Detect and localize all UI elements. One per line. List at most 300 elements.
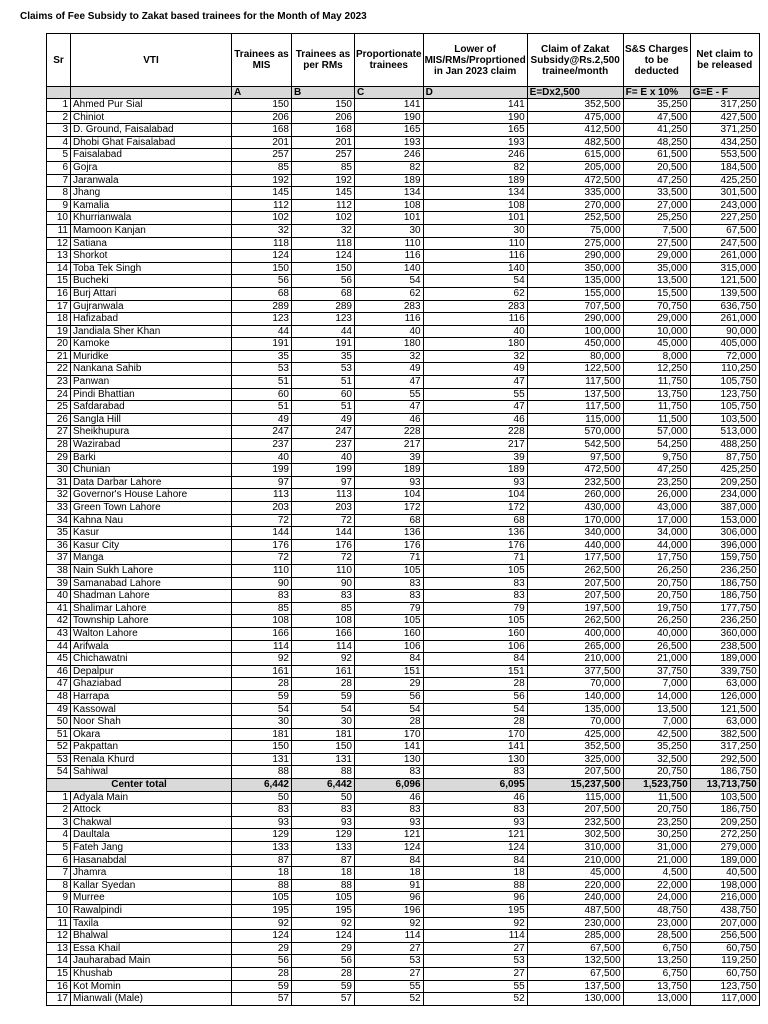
total-cell: 13,713,750	[690, 779, 759, 792]
sr-cell: 54	[47, 766, 71, 779]
value-cell: 45,000	[527, 867, 623, 880]
value-cell: 17,000	[623, 514, 690, 527]
header-trainees-rms: Trainees as per RMs	[292, 34, 355, 87]
value-cell: 7,500	[623, 224, 690, 237]
value-cell: 272,250	[690, 829, 759, 842]
value-cell: 340,000	[527, 527, 623, 540]
value-cell: 165	[423, 124, 527, 137]
value-cell: 30	[292, 716, 355, 729]
value-cell: 116	[423, 313, 527, 326]
value-cell: 55	[355, 980, 424, 993]
value-cell: 140	[355, 262, 424, 275]
vti-cell: Pakpattan	[71, 741, 232, 754]
sr-cell: 33	[47, 502, 71, 515]
value-cell: 197,500	[527, 602, 623, 615]
vti-cell: Attock	[71, 804, 232, 817]
value-cell: 83	[232, 590, 292, 603]
table-row	[47, 552, 760, 565]
sr-cell: 6	[47, 854, 71, 867]
value-cell: 161	[232, 665, 292, 678]
value-cell: 206	[292, 111, 355, 124]
vti-cell: Taxila	[71, 917, 232, 930]
sr-cell: 19	[47, 325, 71, 338]
value-cell: 44	[232, 325, 292, 338]
table-row	[47, 627, 760, 640]
value-cell: 292,500	[690, 753, 759, 766]
value-cell: 37,750	[623, 665, 690, 678]
sr-cell: 22	[47, 363, 71, 376]
value-cell: 243,000	[690, 199, 759, 212]
value-cell: 400,000	[527, 627, 623, 640]
value-cell: 283	[355, 300, 424, 313]
value-cell: 110	[232, 564, 292, 577]
claims-table	[46, 33, 760, 1006]
value-cell: 93	[355, 476, 424, 489]
vti-cell: Gujranwala	[71, 300, 232, 313]
value-cell: 472,500	[527, 464, 623, 477]
value-cell: 28	[423, 678, 527, 691]
vti-cell: Kassowal	[71, 703, 232, 716]
value-cell: 104	[423, 489, 527, 502]
value-cell: 186,750	[690, 577, 759, 590]
value-cell: 103,500	[690, 413, 759, 426]
header-claim: Claim of Zakat Subsidy@Rs.2,500 trainee/month	[527, 34, 623, 87]
value-cell: 67,500	[527, 942, 623, 955]
value-cell: 425,250	[690, 174, 759, 187]
value-cell: 335,000	[527, 187, 623, 200]
value-cell: 25,250	[623, 212, 690, 225]
value-cell: 30	[232, 716, 292, 729]
value-cell: 20,750	[623, 577, 690, 590]
value-cell: 475,000	[527, 111, 623, 124]
value-cell: 54	[292, 703, 355, 716]
value-cell: 150	[232, 99, 292, 112]
value-cell: 11,500	[623, 791, 690, 804]
value-cell: 115,000	[527, 791, 623, 804]
total-cell: 6,442	[292, 779, 355, 792]
value-cell: 177,500	[527, 552, 623, 565]
formula-cell: G=E - F	[690, 87, 759, 99]
value-cell: 92	[292, 917, 355, 930]
value-cell: 121	[355, 829, 424, 842]
table-row	[47, 136, 760, 149]
table-row	[47, 325, 760, 338]
value-cell: 209,250	[690, 816, 759, 829]
total-cell: 1,523,750	[623, 779, 690, 792]
value-cell: 190	[355, 111, 424, 124]
value-cell: 101	[355, 212, 424, 225]
vti-cell: Sangla Hill	[71, 413, 232, 426]
value-cell: 30,250	[623, 829, 690, 842]
value-cell: 193	[423, 136, 527, 149]
value-cell: 119,250	[690, 955, 759, 968]
vti-cell: Pindi Bhattian	[71, 388, 232, 401]
value-cell: 110,250	[690, 363, 759, 376]
value-cell: 220,000	[527, 879, 623, 892]
value-cell: 28	[423, 716, 527, 729]
vti-cell: Sahiwal	[71, 766, 232, 779]
value-cell: 83	[423, 766, 527, 779]
sr-cell: 17	[47, 300, 71, 313]
value-cell: 405,000	[690, 338, 759, 351]
value-cell: 29	[292, 942, 355, 955]
value-cell: 54	[423, 703, 527, 716]
value-cell: 116	[423, 250, 527, 263]
value-cell: 124	[355, 842, 424, 855]
value-cell: 83	[423, 804, 527, 817]
table-row	[47, 564, 760, 577]
value-cell: 124	[292, 250, 355, 263]
value-cell: 60	[232, 388, 292, 401]
value-cell: 201	[292, 136, 355, 149]
value-cell: 427,500	[690, 111, 759, 124]
value-cell: 26,250	[623, 615, 690, 628]
value-cell: 302,500	[527, 829, 623, 842]
value-cell: 41,250	[623, 124, 690, 137]
value-cell: 145	[292, 187, 355, 200]
value-cell: 216,000	[690, 892, 759, 905]
sr-cell: 50	[47, 716, 71, 729]
table-row	[47, 527, 760, 540]
value-cell: 70,750	[623, 300, 690, 313]
sr-cell: 46	[47, 665, 71, 678]
table-row	[47, 539, 760, 552]
value-cell: 51	[292, 401, 355, 414]
value-cell: 430,000	[527, 502, 623, 515]
value-cell: 82	[423, 161, 527, 174]
formula-cell: E=Dx2,500	[527, 87, 623, 99]
sr-cell: 45	[47, 653, 71, 666]
value-cell: 207,500	[527, 577, 623, 590]
value-cell: 189	[355, 464, 424, 477]
sr-cell: 16	[47, 980, 71, 993]
sr-cell: 5	[47, 842, 71, 855]
value-cell: 46	[355, 413, 424, 426]
value-cell: 80,000	[527, 350, 623, 363]
value-cell: 54	[355, 275, 424, 288]
value-cell: 396,000	[690, 539, 759, 552]
value-cell: 129	[292, 829, 355, 842]
table-row	[47, 363, 760, 376]
sr-cell: 31	[47, 476, 71, 489]
value-cell: 72	[232, 552, 292, 565]
value-cell: 51	[232, 376, 292, 389]
vti-cell: Chiniot	[71, 111, 232, 124]
value-cell: 35,250	[623, 99, 690, 112]
value-cell: 134	[355, 187, 424, 200]
vti-cell: Burj Attari	[71, 287, 232, 300]
value-cell: 151	[423, 665, 527, 678]
value-cell: 83	[355, 804, 424, 817]
sr-cell: 9	[47, 892, 71, 905]
value-cell: 67,500	[527, 967, 623, 980]
value-cell: 85	[292, 161, 355, 174]
value-cell: 189,000	[690, 854, 759, 867]
value-cell: 247,500	[690, 237, 759, 250]
sr-cell: 23	[47, 376, 71, 389]
value-cell: 247	[292, 426, 355, 439]
value-cell: 54	[423, 275, 527, 288]
value-cell: 83	[292, 590, 355, 603]
value-cell: 79	[355, 602, 424, 615]
value-cell: 50	[232, 791, 292, 804]
value-cell: 104	[355, 489, 424, 502]
value-cell: 232,500	[527, 816, 623, 829]
sr-cell: 12	[47, 930, 71, 943]
value-cell: 230,000	[527, 917, 623, 930]
value-cell: 60,750	[690, 942, 759, 955]
value-cell: 84	[355, 854, 424, 867]
value-cell: 29,000	[623, 313, 690, 326]
formula-cell: A	[232, 87, 292, 99]
value-cell: 28	[355, 716, 424, 729]
table-row	[47, 426, 760, 439]
value-cell: 26,000	[623, 489, 690, 502]
value-cell: 47	[423, 401, 527, 414]
value-cell: 195	[232, 905, 292, 918]
value-cell: 23,000	[623, 917, 690, 930]
value-cell: 186,750	[690, 804, 759, 817]
value-cell: 63,000	[690, 678, 759, 691]
value-cell: 49	[355, 363, 424, 376]
value-cell: 161	[292, 665, 355, 678]
value-cell: 217	[355, 439, 424, 452]
value-cell: 35,250	[623, 741, 690, 754]
vti-cell: Ahmed Pur Sial	[71, 99, 232, 112]
value-cell: 247	[232, 426, 292, 439]
table-row	[47, 514, 760, 527]
table-row	[47, 602, 760, 615]
value-cell: 105	[292, 892, 355, 905]
table-row	[47, 993, 760, 1006]
value-cell: 20,500	[623, 161, 690, 174]
value-cell: 238,500	[690, 640, 759, 653]
value-cell: 40	[292, 451, 355, 464]
value-cell: 165	[355, 124, 424, 137]
value-cell: 106	[423, 640, 527, 653]
value-cell: 257	[232, 149, 292, 162]
vti-cell: Kallar Syedan	[71, 879, 232, 892]
value-cell: 113	[232, 489, 292, 502]
table-row	[47, 187, 760, 200]
value-cell: 70,000	[527, 678, 623, 691]
table-row	[47, 401, 760, 414]
value-cell: 137,500	[527, 388, 623, 401]
value-cell: 101	[423, 212, 527, 225]
value-cell: 150	[232, 262, 292, 275]
vti-cell: Samanabad Lahore	[71, 577, 232, 590]
value-cell: 117,500	[527, 401, 623, 414]
vti-cell: Walton Lahore	[71, 627, 232, 640]
table-row	[47, 917, 760, 930]
value-cell: 83	[355, 766, 424, 779]
value-cell: 117,500	[527, 376, 623, 389]
table-row	[47, 149, 760, 162]
value-cell: 85	[292, 602, 355, 615]
value-cell: 425,250	[690, 464, 759, 477]
value-cell: 189	[423, 464, 527, 477]
value-cell: 203	[232, 502, 292, 515]
value-cell: 50	[292, 791, 355, 804]
value-cell: 438,750	[690, 905, 759, 918]
total-cell: 6,442	[232, 779, 292, 792]
value-cell: 56	[232, 955, 292, 968]
value-cell: 153,000	[690, 514, 759, 527]
table-row	[47, 653, 760, 666]
table-row	[47, 703, 760, 716]
value-cell: 137,500	[527, 980, 623, 993]
value-cell: 46	[355, 791, 424, 804]
value-cell: 160	[355, 627, 424, 640]
value-cell: 40,500	[690, 867, 759, 880]
value-cell: 121,500	[690, 275, 759, 288]
value-cell: 29	[355, 678, 424, 691]
table-row	[47, 980, 760, 993]
value-cell: 49	[423, 363, 527, 376]
value-cell: 48,750	[623, 905, 690, 918]
value-cell: 83	[355, 577, 424, 590]
header-sr: Sr	[47, 34, 71, 87]
value-cell: 32	[232, 224, 292, 237]
value-cell: 193	[355, 136, 424, 149]
value-cell: 114	[292, 640, 355, 653]
table-row	[47, 829, 760, 842]
sr-cell: 13	[47, 250, 71, 263]
value-cell: 136	[355, 527, 424, 540]
table-row	[47, 766, 760, 779]
value-cell: 23,250	[623, 476, 690, 489]
value-cell: 131	[232, 753, 292, 766]
value-cell: 9,750	[623, 451, 690, 464]
value-cell: 325,000	[527, 753, 623, 766]
sr-cell: 51	[47, 728, 71, 741]
value-cell: 45,000	[623, 338, 690, 351]
value-cell: 83	[423, 577, 527, 590]
value-cell: 113	[292, 489, 355, 502]
value-cell: 20,750	[623, 804, 690, 817]
value-cell: 425,000	[527, 728, 623, 741]
value-cell: 72,000	[690, 350, 759, 363]
value-cell: 13,500	[623, 275, 690, 288]
value-cell: 198,000	[690, 879, 759, 892]
value-cell: 93	[355, 816, 424, 829]
value-cell: 29	[232, 942, 292, 955]
table-row	[47, 955, 760, 968]
value-cell: 105	[355, 564, 424, 577]
sr-cell: 47	[47, 678, 71, 691]
value-cell: 315,000	[690, 262, 759, 275]
value-cell: 53	[292, 363, 355, 376]
value-cell: 22,000	[623, 879, 690, 892]
value-cell: 93	[232, 816, 292, 829]
value-cell: 6,750	[623, 967, 690, 980]
value-cell: 707,500	[527, 300, 623, 313]
table-row	[47, 212, 760, 225]
value-cell: 17,750	[623, 552, 690, 565]
value-cell: 35	[292, 350, 355, 363]
value-cell: 105	[423, 615, 527, 628]
formula-row	[47, 87, 760, 99]
value-cell: 234,000	[690, 489, 759, 502]
value-cell: 115,000	[527, 413, 623, 426]
formula-cell	[71, 87, 232, 99]
value-cell: 108	[423, 199, 527, 212]
table-row	[47, 854, 760, 867]
value-cell: 27,000	[623, 199, 690, 212]
value-cell: 23,250	[623, 816, 690, 829]
header-trainees-mis: Trainees as MIS	[232, 34, 292, 87]
table-row	[47, 413, 760, 426]
formula-cell: C	[355, 87, 424, 99]
value-cell: 256,500	[690, 930, 759, 943]
value-cell: 46	[423, 791, 527, 804]
table-row	[47, 464, 760, 477]
value-cell: 84	[423, 653, 527, 666]
value-cell: 35,000	[623, 262, 690, 275]
table-row	[47, 237, 760, 250]
value-cell: 26,500	[623, 640, 690, 653]
sr-cell: 15	[47, 275, 71, 288]
value-cell: 199	[292, 464, 355, 477]
value-cell: 240,000	[527, 892, 623, 905]
table-row	[47, 590, 760, 603]
value-cell: 44	[292, 325, 355, 338]
value-cell: 186,750	[690, 590, 759, 603]
value-cell: 283	[423, 300, 527, 313]
table-row	[47, 287, 760, 300]
sr-cell: 7	[47, 174, 71, 187]
value-cell: 205,000	[527, 161, 623, 174]
table-row	[47, 816, 760, 829]
value-cell: 135,000	[527, 703, 623, 716]
table-row	[47, 892, 760, 905]
sr-cell: 49	[47, 703, 71, 716]
vti-cell: Shadman Lahore	[71, 590, 232, 603]
value-cell: 114	[232, 640, 292, 653]
value-cell: 51	[292, 376, 355, 389]
table-row	[47, 388, 760, 401]
value-cell: 195	[423, 905, 527, 918]
value-cell: 13,250	[623, 955, 690, 968]
value-cell: 199	[232, 464, 292, 477]
value-cell: 34,000	[623, 527, 690, 540]
value-cell: 92	[232, 653, 292, 666]
sr-cell: 7	[47, 867, 71, 880]
vti-cell: Fateh Jang	[71, 842, 232, 855]
value-cell: 84	[355, 653, 424, 666]
value-cell: 20,750	[623, 590, 690, 603]
value-cell: 51	[232, 401, 292, 414]
value-cell: 97	[232, 476, 292, 489]
value-cell: 93	[292, 816, 355, 829]
value-cell: 79	[423, 602, 527, 615]
value-cell: 133	[232, 842, 292, 855]
value-cell: 150	[292, 741, 355, 754]
vti-cell: Bhalwal	[71, 930, 232, 943]
value-cell: 105,750	[690, 376, 759, 389]
value-cell: 47	[423, 376, 527, 389]
value-cell: 317,250	[690, 99, 759, 112]
value-cell: 440,000	[527, 539, 623, 552]
value-cell: 47,250	[623, 464, 690, 477]
value-cell: 90,000	[690, 325, 759, 338]
value-cell: 236,250	[690, 615, 759, 628]
vti-cell: Faisalabad	[71, 149, 232, 162]
table-row	[47, 879, 760, 892]
vti-cell: Toba Tek Singh	[71, 262, 232, 275]
value-cell: 56	[423, 690, 527, 703]
sr-cell: 18	[47, 313, 71, 326]
